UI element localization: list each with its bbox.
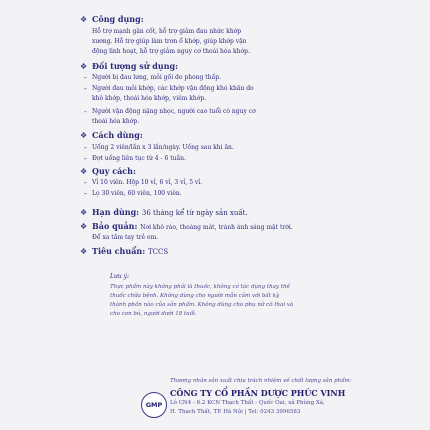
target-user-2-line-1: Người đau mỏi khớp, các khớp vận động khó khăn do: [92, 85, 254, 92]
note-line-3: thành phần nào của sản phẩm. Không dùng cho phụ nữ có thai và: [110, 302, 294, 308]
section-standard: [92, 247, 168, 257]
manufacturer-address-2: H. Thạch Thất, TP. Hà Nội | Tel: 0243 3996583: [170, 409, 301, 415]
target-user-2-line-2: khô khớp, thoái hóa khớp, viêm khớp.: [92, 95, 207, 102]
bullet-icon: ❖: [80, 208, 88, 217]
bullet-icon: ❖: [80, 222, 88, 231]
section-heading-packaging: Quy cách:: [92, 166, 136, 176]
bullet-icon: ❖: [80, 167, 88, 176]
packaging-line-1: Vỉ 10 viên. Hộp 10 vỉ, 6 vỉ, 3 vỉ, 5 vỉ.: [92, 179, 203, 186]
bullet-icon: ❖: [80, 247, 88, 256]
note-line-4: cho con bú, người dưới 18 tuổi.: [110, 311, 197, 317]
target-user-1: Người bị đau lưng, mỏi gối do phong thấp.: [92, 74, 222, 81]
section-heading-target-users: Đối tượng sử dụng:: [92, 61, 179, 71]
dash-icon: -: [84, 73, 87, 82]
dash-icon: -: [84, 189, 87, 198]
uses-line-2: xương. Hỗ trợ giúp làm trơn ổ khớp, giúp khớp vận: [92, 38, 247, 45]
uses-line-1: Hỗ trợ mạnh gân cốt, hỗ trợ giảm đau nhức khớp: [92, 28, 242, 35]
note-line-1: Thực phẩm này không phải là thuốc, không có tác dụng thay thế: [110, 284, 290, 290]
manufacturer-name: CÔNG TY CỔ PHẦN DƯỢC PHÚC VINH: [170, 388, 346, 398]
packaging-line-2: Lọ 30 viên, 60 viên, 100 viên.: [92, 190, 182, 197]
gmp-logo: GMP: [141, 392, 167, 418]
standard-value: TCCS: [147, 248, 169, 256]
expiry-value: 36 tháng kể từ ngày sản xuất.: [141, 209, 248, 217]
section-expiry: [92, 208, 248, 218]
bullet-icon: ❖: [80, 131, 88, 140]
expiry-heading: Hạn dùng:: [92, 207, 140, 217]
note-title: Lưu ý:: [110, 273, 130, 280]
storage-value: Nơi khô ráo, thoáng mát, tránh ánh sáng mặt trời.: [140, 224, 293, 231]
bullet-icon: ❖: [80, 15, 88, 24]
section-heading-usage: Cách dùng:: [92, 130, 143, 140]
bullet-icon: ❖: [80, 62, 88, 71]
target-user-3-line-2: thoái hóa khớp.: [92, 118, 140, 125]
note-line-2: thuốc chữa bệnh. Không dùng cho người mẫn cảm với bất kỳ: [110, 293, 280, 299]
uses-line-3: động linh hoạt, hỗ trợ giảm nguy cơ thoái hóa khớp.: [92, 48, 250, 55]
manufacturer-intro: Thương nhân sản xuất chịu trách nhiệm về chất lượng sản phẩm:: [170, 378, 352, 384]
dash-icon: -: [84, 178, 87, 187]
standard-heading: Tiêu chuẩn:: [92, 246, 146, 256]
usage-line-1: Uống 2 viên/lần x 3 lần/ngày. Uống sau khi ăn.: [92, 144, 234, 151]
dash-icon: -: [84, 84, 87, 93]
dash-icon: -: [84, 154, 87, 163]
section-storage: [92, 222, 293, 232]
dash-icon: -: [84, 143, 87, 152]
section-heading-uses: Công dụng:: [92, 14, 144, 24]
storage-line-2: Để xa tầm tay trẻ em.: [92, 234, 159, 241]
usage-line-2: Đợt uống liên tục từ 4 - 6 tuần.: [92, 155, 186, 162]
dash-icon: -: [84, 107, 87, 116]
target-user-3-line-1: Người vận động nặng nhọc, người cao tuổi có nguy cơ: [92, 108, 256, 115]
storage-heading: Bảo quản:: [92, 221, 138, 231]
manufacturer-address-1: Lô CN4 - 6.2 KCN Thạch Thất - Quốc Oai, xã Phùng Xá,: [170, 400, 325, 406]
